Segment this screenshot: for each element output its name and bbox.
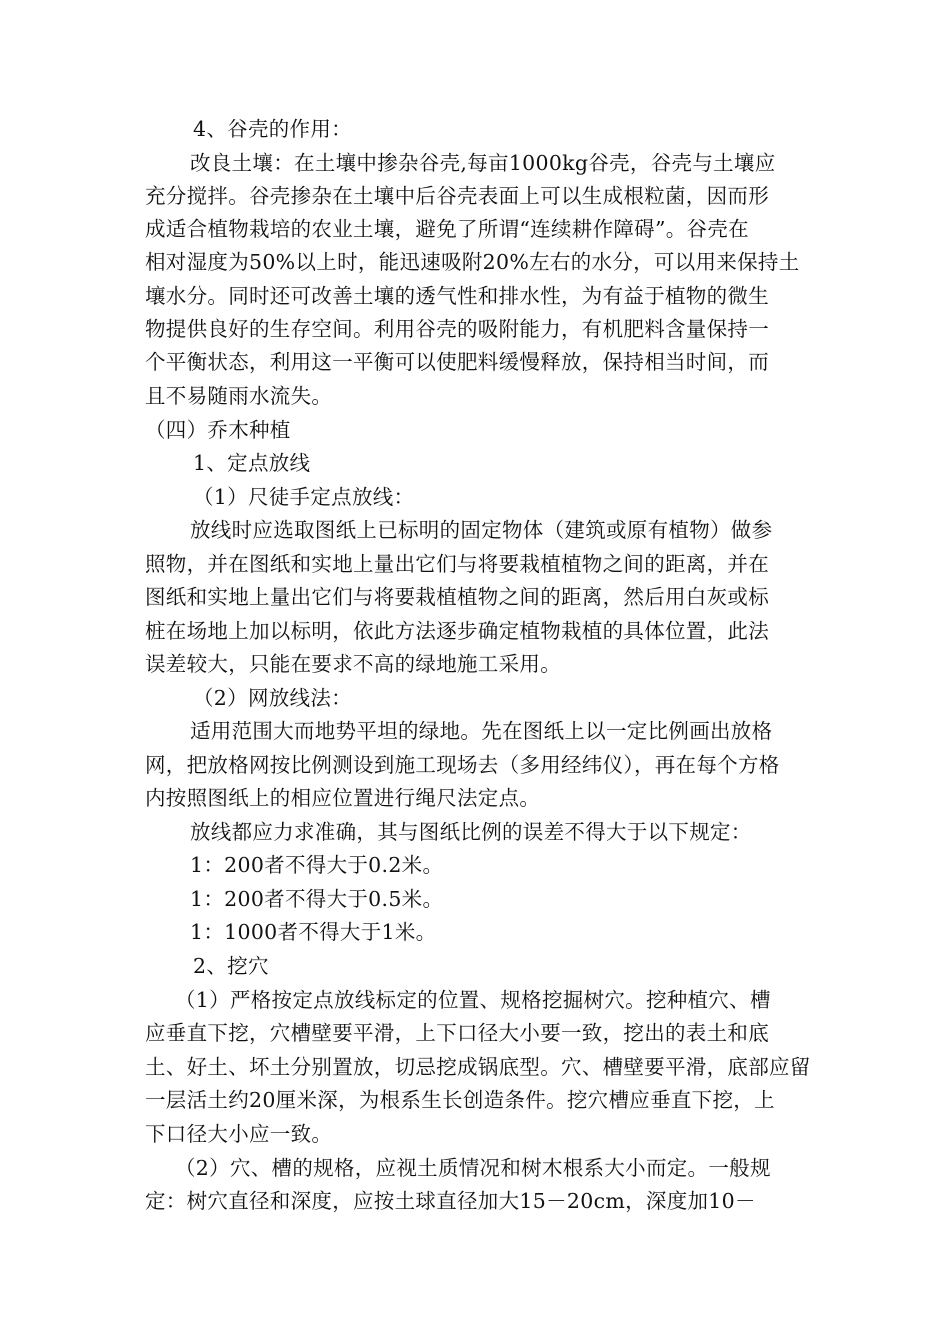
- text-line: 放线时应选取图纸上已标明的固定物体（建筑或原有植物）做参: [190, 518, 773, 542]
- text-line: 桩在场地上加以标明，依此方法逐步确定植物栽植的具体位置，此法: [145, 619, 769, 643]
- text-line: （1）严格按定点放线标定的位置、规格挖掘树穴。挖种植穴、槽: [175, 988, 771, 1012]
- subsection-heading: （2）网放线法：: [193, 686, 352, 710]
- section-heading: （四）乔木种植: [145, 418, 291, 442]
- subsection-heading: 1、定点放线: [193, 451, 311, 475]
- subsection-heading: （1）尺徒手定点放线：: [193, 485, 415, 509]
- text-line: 成适合植物栽培的农业土壤，避免了所谓“连续耕作障碍”。谷壳在: [145, 217, 749, 241]
- text-line: 照物，并在图纸和实地上量出它们与将要栽植植物之间的距离，并在: [145, 552, 769, 576]
- text-line: 内按照图纸上的相应位置进行绳尺法定点。: [145, 786, 541, 810]
- text-line: 适用范围大而地势平坦的绿地。先在图纸上以一定比例画出放格: [190, 719, 773, 743]
- text-line: 物提供良好的生存空间。利用谷壳的吸附能力，有机肥料含量保持一: [145, 317, 769, 341]
- text-line: 改良土壤：在土壤中掺杂谷壳,每亩1000kg谷壳，谷壳与土壤应: [190, 151, 776, 175]
- text-line: 下口径大小应一致。: [145, 1122, 333, 1146]
- text-line: 定：树穴直径和深度，应按土球直径加大15－20cm，深度加10－: [145, 1189, 756, 1213]
- text-line: 1：200者不得大于0.5米。: [190, 887, 444, 911]
- text-line: 1：200者不得大于0.2米。: [190, 853, 444, 877]
- text-line: 土、好土、坏土分别置放，切忌挖成锅底型。穴、槽壁要平滑，底部应留: [145, 1055, 811, 1079]
- text-line: 图纸和实地上量出它们与将要栽植植物之间的距离，然后用白灰或标: [145, 585, 769, 609]
- text-line: 1：1000者不得大于1米。: [190, 920, 437, 944]
- text-line: 相对湿度为50%以上时，能迅速吸附20%左右的水分，可以用来保持土: [145, 250, 800, 274]
- text-line: 网，把放格网按比例测设到施工现场去（多用经纬仪），再在每个方格: [145, 753, 780, 777]
- subsection-heading: 2、挖穴: [193, 954, 269, 978]
- text-line: 充分搅拌。谷壳掺杂在土壤中后谷壳表面上可以生成根粒菌，因而形: [145, 184, 769, 208]
- text-line: 应垂直下挖，穴槽壁要平滑，上下口径大小要一致，挖出的表土和底: [145, 1021, 769, 1045]
- text-line: 且不易随雨水流失。: [145, 384, 333, 408]
- text-line: 误差较大，只能在要求不高的绿地施工采用。: [145, 652, 561, 676]
- text-line: （2）穴、槽的规格，应视土质情况和树木根系大小而定。一般规: [175, 1156, 771, 1180]
- text-line: 4、谷壳的作用：: [193, 117, 352, 141]
- text-line: 个平衡状态，利用这一平衡可以使肥料缓慢释放，保持相当时间，而: [145, 350, 769, 374]
- text-line: 壤水分。同时还可改善土壤的透气性和排水性，为有益于植物的微生: [145, 284, 769, 308]
- text-line: 放线都应力求准确，其与图纸比例的误差不得大于以下规定：: [190, 820, 752, 844]
- text-line: 一层活土约20厘米深，为根系生长创造条件。挖穴槽应垂直下挖，上: [145, 1088, 775, 1112]
